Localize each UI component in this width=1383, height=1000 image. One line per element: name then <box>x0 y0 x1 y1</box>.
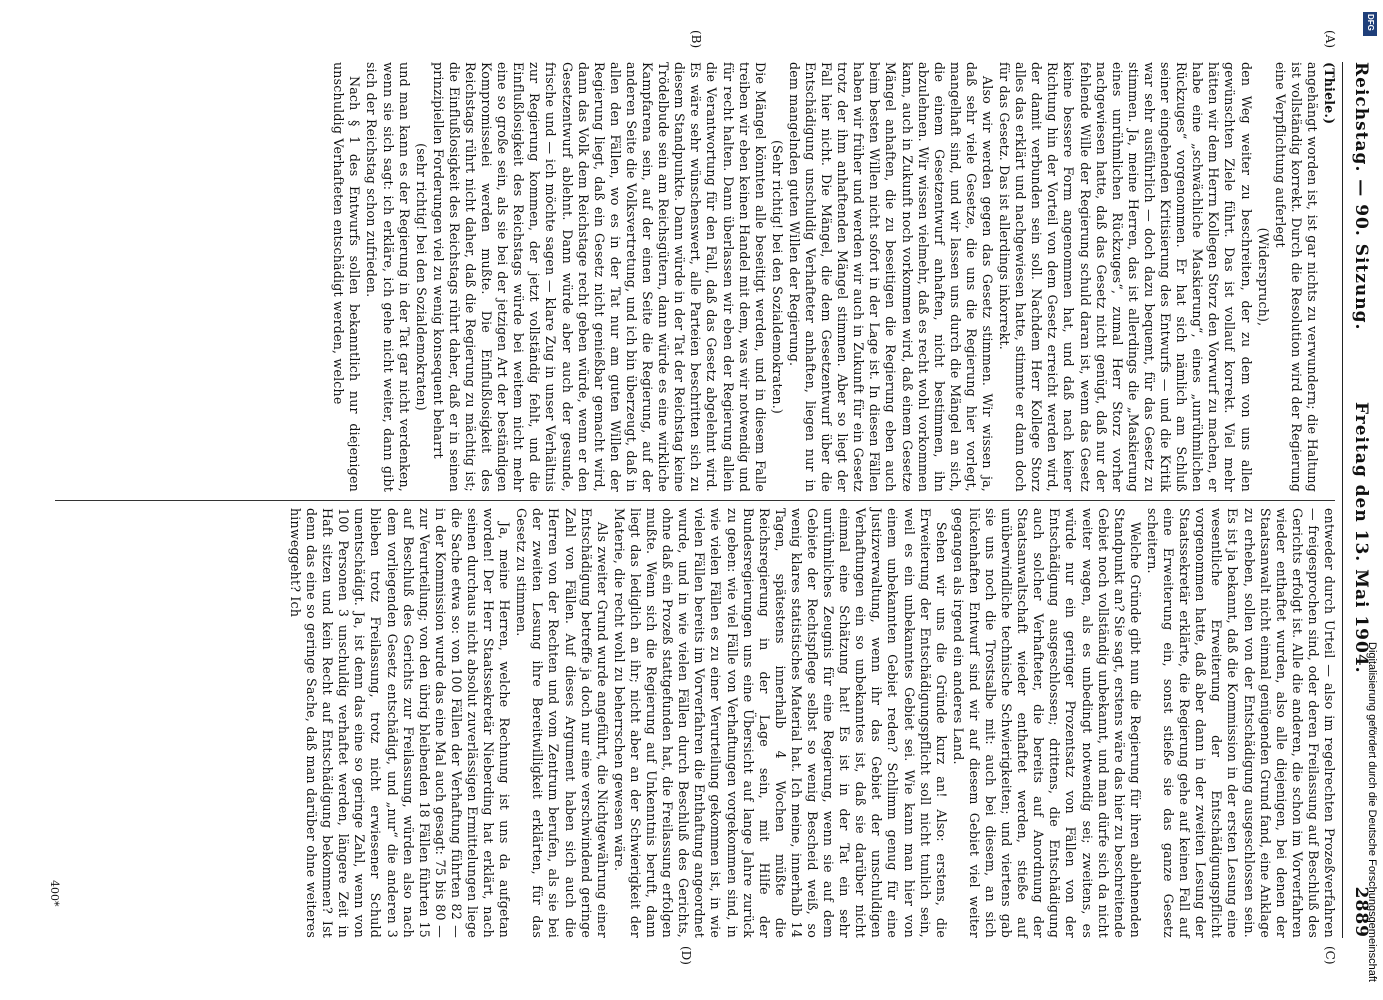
header-session: Reichstag. — 90. Sitzung. <box>1351 62 1371 331</box>
paragraph: den Weg weiter zu beschreiten, der zu dem von uns allen gewünschten Ziele führt. Das ist vollauf korrekt. Viel mehr hätten wir dem Herrn Kollegen Storz den Vorwurf zu machen, er habe eine „schwächliche Maskierung“, eines „unrühmlichen Rückzuges“ vorgenommen. Er hat sich nämlich am Schluß seiner eingehenden Kritisierung des Entwurfs — und die Kritik war sehr ausführlich — doch dazu bequemt, für das Gesetz zu stimmen. Ja, meine Herren, das ist allerdings die „Maskierung eines unrühmlichen Rückzuges“, zumal Herr Storz vorher nachgewiesen hatte, daß das Gesetz nicht genügt, daß nur der fehlende Wille der Regierung schuld daran ist, wenn das Gesetz keine bessere Form angenommen hat, und daß nach keiner Richtung hin der Vorteil von dem Gesetz erreicht werden wird, der damit verbunden sein soll. Nachdem Herr Kollege Storz alles das erklärt und nachgewiesen hatte, stimmte er dann doch für das Gesetz. Das ist allerdings inkorrekt. <box>997 62 1254 492</box>
paragraph: angehängt worden ist, ist gar nichts zu verwundern; die Haltung ist vollständig korrekt. Durch die Resolution wird der Regierung eine Verpflichtung auferlegt <box>1272 62 1320 492</box>
dfg-logo-text: DFG <box>1366 14 1375 31</box>
paragraph: Als zweiter Grund wurde angeführt, die Nichtgewährung einer Entschädigung betreffe ja doch nur eine verschwindend geringe Zahl von Fällen. Auf dieses Argument haben sich auch die Herren von der Rechten und vom Zentrum berufen, als sie bei der zweiten Lesung ihre Bereitwilligkeit erklärten, für das Gesetz zu stimmen. <box>514 508 610 938</box>
interjection: (sehr richtig! bei den Sozialdemokraten) <box>413 143 429 411</box>
dfg-logo <box>1363 12 1377 36</box>
paragraph: Also wir werden gegen das Gesetz stimmen. Wir wissen ja, daß sehr viele Gesetze, die uns die Regierung hier vorlegt, mangelhaft sind, und wir lassen uns durch die Mängel an sich, die einem Gesetzentwurf anhaften, nicht bestimmen, ihn abzulehnen. Wir wissen vielmehr, daß es recht wohl vorkommen kann, auch in Zukunft noch vorkommen wird, daß einem Gesetze Mängel anhaften, die zu beseitigen die Regierung eben auch beim besten Willen nicht sofort in der Lage ist. In diesen Fällen haben wir früher und werden wir auch in Zukunft für ein Gesetz trotz der ihm anhaftenden Mängel stimmen. Aber so liegt der Fall hier nicht. Die Mängel, die dem Gesetzentwurf über die Entschädigung unschuldig Verhafteter anhaften, liegen nur in dem mangelnden guten Willen der Regierung. <box>786 62 996 492</box>
interjection: (Sehr richtig! bei den Sozialdemokraten.) <box>769 139 785 415</box>
digitization-credit <box>1358 18 1378 982</box>
margin-letter-c: (C) <box>1323 946 1337 965</box>
header-date: Freitag den 13. Mai 1904. <box>1351 402 1371 674</box>
header-rule <box>1342 62 1343 938</box>
paragraph: Welche Gründe gibt nun die Regierung für ihren ablehnenden Standpunkt an? Sie sagt, erstens wäre das hier zu beschreitende Gebiet noch vollständig unbekannt, und man dürfe sich da nicht weiter wagen, als es unbedingt notwendig sei; zweitens, es würde nur ein geringer Prozentsatz von Fällen von der Entschädigung ausgeschlossen; drittens, die Entschädigung auch solcher Verhafteter, die bereits auf Anordnung der Staatsanwaltschaft wieder enthaftet werden, stieße auf unüberwindliche technische Schwierigkeiten; und viertens gab sie uns noch die Trostsalbe mit: auch bei diesem, an sich lückenhaften Entwurf sind wir auf diesem Gebiet viel weiter gegangen als irgend ein anderes Land. <box>950 508 1143 938</box>
paragraph: und man kann es der Regierung in der Tat gar nicht verdenken, wenn sie sich sagt: ich erkläre, ich gehe nicht weiter, dann gibt sich der Reichstag schon zufrieden. <box>364 62 412 492</box>
column-divider <box>55 500 1335 501</box>
speaker-label: (Thiele.) <box>1322 62 1337 125</box>
margin-letter-b: (B) <box>689 30 703 49</box>
left-column <box>329 62 1337 492</box>
header-page-number: 2889 <box>1351 886 1371 938</box>
paragraph: Nach § 1 des Entwurfs sollen bekanntlich nur diejenigen unschuldig Verhafteten entschädigt werden, welche <box>331 62 363 492</box>
paragraph: Ja, meine Herren, welche Rechnung ist uns da aufgetan worden! Der Herr Staatssekretär Nieberding hat erklärt, nach seinen durchaus nicht absolut zuverlässigen Ermittelungen liege die Sache etwa so: von 100 Fällen der Verhaftung führten 82 — in der Kommission wurde das eine Mal auch gesagt: 75 bis 80 — zur Verurteilung; von den übrig bleibenden 18 Fällen führten 15 auf Beschluß des Gerichts zur Freilassung, würden also nach dem vorliegenden Gesetz entschädigt, und „nur“ die anderen 3 blieben trotz Freilassung, trotz nicht erwiesener Schuld unentschädigt. Ja, ist denn das eine so geringe Zahl, wenn von 100 Personen 3 unschuldig verhaftet werden, längere Zeit in Haft sitzen und kein Recht auf Entschädigung bekommen? Ist denn das eine so geringe Sache, daß man darüber ohne weiteres hinweggeht? Ich <box>288 508 513 938</box>
paragraph: Sehen wir uns die Gründe kurz an! Also: erstens, die Erweiterung der Entschädigungspflicht soll nicht tunlich sein, weil es ein unbekanntes Gebiet sei. Wie kann man hier von einem unbekannten Gebiet reden? Schlimm genug für eine Justizverwaltung, wenn ihr das Gebiet der unschuldigen Verhaftungen ein so unbekanntes ist, daß sie darüber nicht einmal eine Schätzung hat! Es ist in der Tat ein sehr unrühmliches Zeugnis für eine Regierung, wenn sie auf dem Gebiete der Rechtspflege selbst so wenig Bescheid weiß, so wenig klares statistisches Material hat. Ich meine, innerhalb 14 Tagen, spätestens innerhalb 4 Wochen müßte die Reichsregierung in der Lage sein, mit Hilfe der Bundesregierungen uns eine Übersicht auf lange Jahre zurück zu geben: wie viel Fälle von Verhaftungen vorgekommen sind, in wie vielen Fällen es zu einer Verurteilung gekommen ist, in wie vielen Fällen bereits im Vorverfahren die Enthaftung angeordnet wurde, und in wie vielen Fällen durch Beschluß des Gerichts, ohne daß ein Prozeß stattgefunden hat, die Freilassung erfolgen mußte. Wenn sich die Regierung auf Unkenntnis beruft, dann liegt das lediglich an ihr; nicht aber an der Schwierigkeit der Materie, die recht wohl zu beherrschen gewesen wäre. <box>611 508 949 938</box>
margin-letter-a: (A) <box>1323 30 1337 49</box>
signature-mark: 400* <box>48 880 61 907</box>
interjection: (Widerspruch), <box>1255 227 1271 327</box>
right-column <box>286 508 1337 938</box>
margin-letter-d: (D) <box>679 946 693 965</box>
paragraph: entweder durch Urteil — also im regelrechten Prozeßverfahren — freigesprochen sind, oder deren Freilassung auf Beschluß des Gerichts erfolgt ist. Alle die anderen, die schon im Vorverfahren wieder enthaftet wurden, also alle diejenigen, bei denen der Staatsanwalt nicht einmal genügenden Grund fand, eine Anklage zu erheben, sollen von der Entschädigung ausgeschlossen sein. Es ist ja bekannt, daß die Kommission in der ersten Lesung eine wesentliche Erweiterung der Entschädigungspflicht vorgenommen hatte, daß aber dann in der zweiten Lesung der Staatssekretär erklärte, die Regierung gehe auf keinen Fall auf eine Erweiterung ein, sonst stieße sie das ganze Gesetz scheitern. <box>1144 508 1337 938</box>
paragraph: Die Mängel könnten alle beseitigt werden, und in diesem Falle treiben wir eben keinen Handel mit dem, was wir notwendig und für recht halten. Dann überlassen wir eben der Regierung allein die Verantwortung für den Fall, daß das Gesetz abgelehnt wird. Es wäre sehr wünschenswert, alle Parteien beschritten sich zu diesem Standpunkte. Dann würde in der Tat der Reichstag keine Trödelbude sein am Reichsgütern, dann würde es eine wirkliche Kampfarena sein, auf der einen Seite die Regierung, auf der anderen Seite die Volksvertretung, und ich bin überzeugt, daß in allen den Fällen, wo es in der Tat nur am guten Willen der Regierung liegt, daß ein Gesetz nicht genießbar gemacht wird, dann das Volk dem Reichstage recht geben würde, wenn er den Gesetzentwurf ablehnt. Dann würde aber auch der gesunde, frische und — ich möchte sagen — klare Zug in unser Verhältnis zur Regierung kommen, der jetzt vollständig fehlt, und die Einflußlosigkeit des Reichstags würde bei weitem nicht mehr eine so große sein, als sie bei der jetzigen Art der beständigen Kompromisselei werden mußte. Die Einflußlosigkeit des Reichstags rührt nicht daher, daß die Regierung zu mächtig ist; die Einflußlosigkeit des Reichstags rührt daher, daß er in seinen prinzipiellen Forderungen viel zu wenig konsequent beharrt <box>430 62 768 492</box>
credit-text: Digitalisierung gefördert durch die Deutsche Forschungsgemeinschaft <box>1366 642 1378 982</box>
